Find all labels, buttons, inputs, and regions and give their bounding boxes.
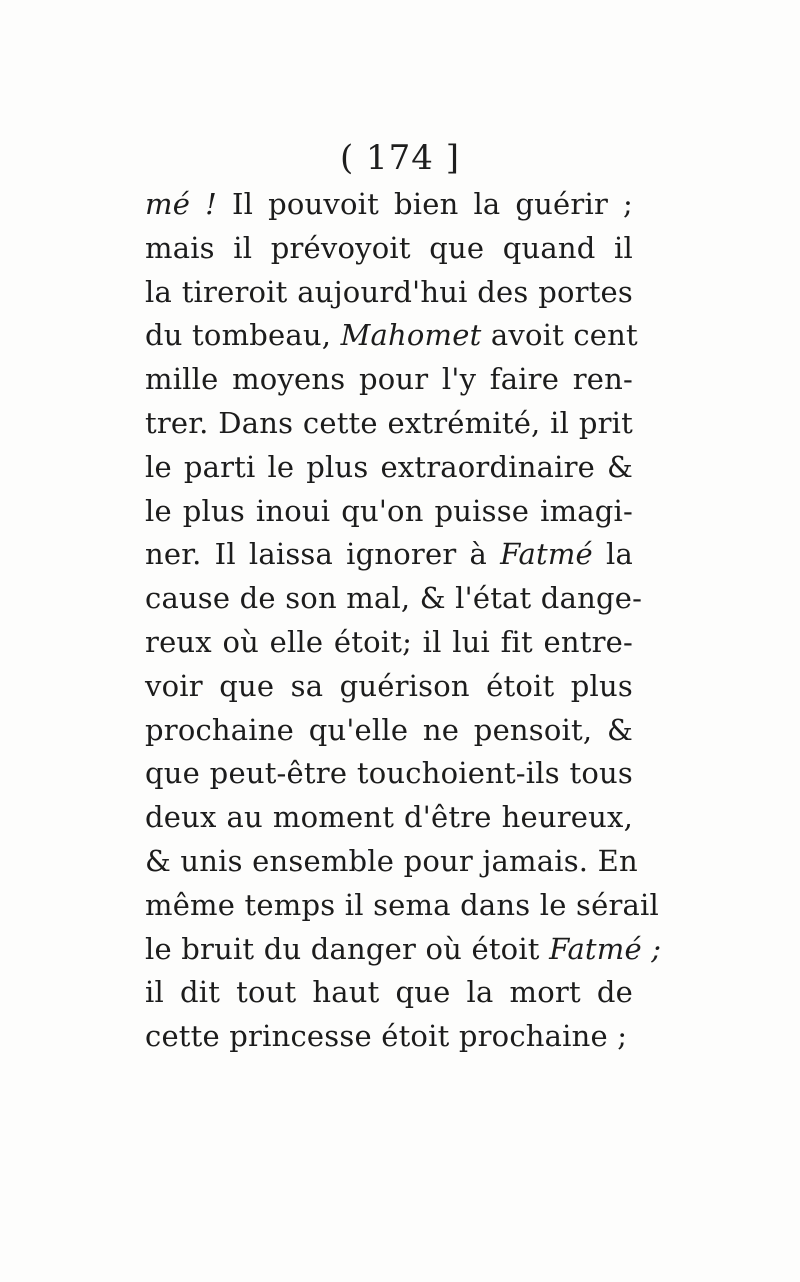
italic-segment: Fatmé bbox=[500, 537, 593, 572]
text-segment: le bruit du danger où étoit bbox=[145, 931, 550, 966]
text-segment: même temps il sema dans le sérail bbox=[145, 887, 659, 922]
text-line bbox=[145, 884, 659, 928]
text-segment: trer. Dans cette extrémité, il prit bbox=[145, 405, 633, 440]
text-line bbox=[145, 971, 633, 1015]
text-segment: avoit cent bbox=[481, 318, 638, 353]
text-line bbox=[145, 183, 633, 227]
page-number: ( 174 ] bbox=[339, 138, 461, 178]
text-line bbox=[145, 446, 633, 490]
italic-segment: Fatmé ; bbox=[549, 931, 662, 966]
italic-segment: Mahomet bbox=[340, 318, 482, 353]
italic-segment: mé ! bbox=[145, 187, 217, 221]
text-segment: du tombeau, bbox=[145, 318, 341, 353]
text-segment: reux où elle étoit; il lui fit entre- bbox=[145, 624, 633, 659]
text-line bbox=[145, 665, 633, 709]
text-segment: le plus inoui qu'on puisse imagi- bbox=[145, 493, 633, 528]
text-line bbox=[145, 840, 638, 884]
text-segment: le parti le plus extraordinaire & bbox=[145, 449, 633, 484]
text-segment: la bbox=[592, 537, 633, 572]
text-line bbox=[145, 709, 633, 753]
text-line bbox=[145, 402, 633, 446]
text-line bbox=[145, 227, 633, 271]
text-line bbox=[145, 490, 633, 534]
text-segment: voir que sa guérison étoit plus bbox=[145, 668, 633, 703]
text-line bbox=[145, 621, 633, 665]
text-segment: il dit tout haut que la mort de bbox=[145, 975, 633, 1010]
text-line bbox=[145, 533, 633, 577]
text-segment: cause de son mal, & l'état dange- bbox=[145, 581, 643, 616]
text-segment: Il pouvoit bien la guérir ; bbox=[216, 187, 634, 221]
text-line bbox=[145, 796, 633, 840]
text-segment: & unis ensemble pour jamais. En bbox=[145, 843, 638, 878]
text-segment: mais il prévoyoit que quand il bbox=[145, 230, 633, 265]
text-line bbox=[145, 271, 633, 315]
text-segment: ner. Il laissa ignorer à bbox=[145, 537, 501, 572]
text-line bbox=[145, 1015, 633, 1059]
text-segment: deux au moment d'être heureux, bbox=[145, 800, 633, 835]
text-segment: prochaine qu'elle ne pensoit, & bbox=[145, 712, 633, 747]
text-line bbox=[145, 577, 643, 621]
text-segment: mille moyens pour l'y faire ren- bbox=[145, 362, 633, 397]
text-line bbox=[145, 314, 638, 358]
text-line bbox=[145, 358, 633, 402]
text-line bbox=[145, 928, 662, 972]
body-text bbox=[145, 183, 662, 1059]
text-segment: la tireroit aujourd'hui des portes bbox=[145, 274, 633, 309]
text-segment: cette princesse étoit prochaine ; bbox=[145, 1019, 628, 1054]
text-line bbox=[145, 752, 633, 796]
text-segment: que peut-être touchoient-ils tous bbox=[145, 756, 633, 791]
